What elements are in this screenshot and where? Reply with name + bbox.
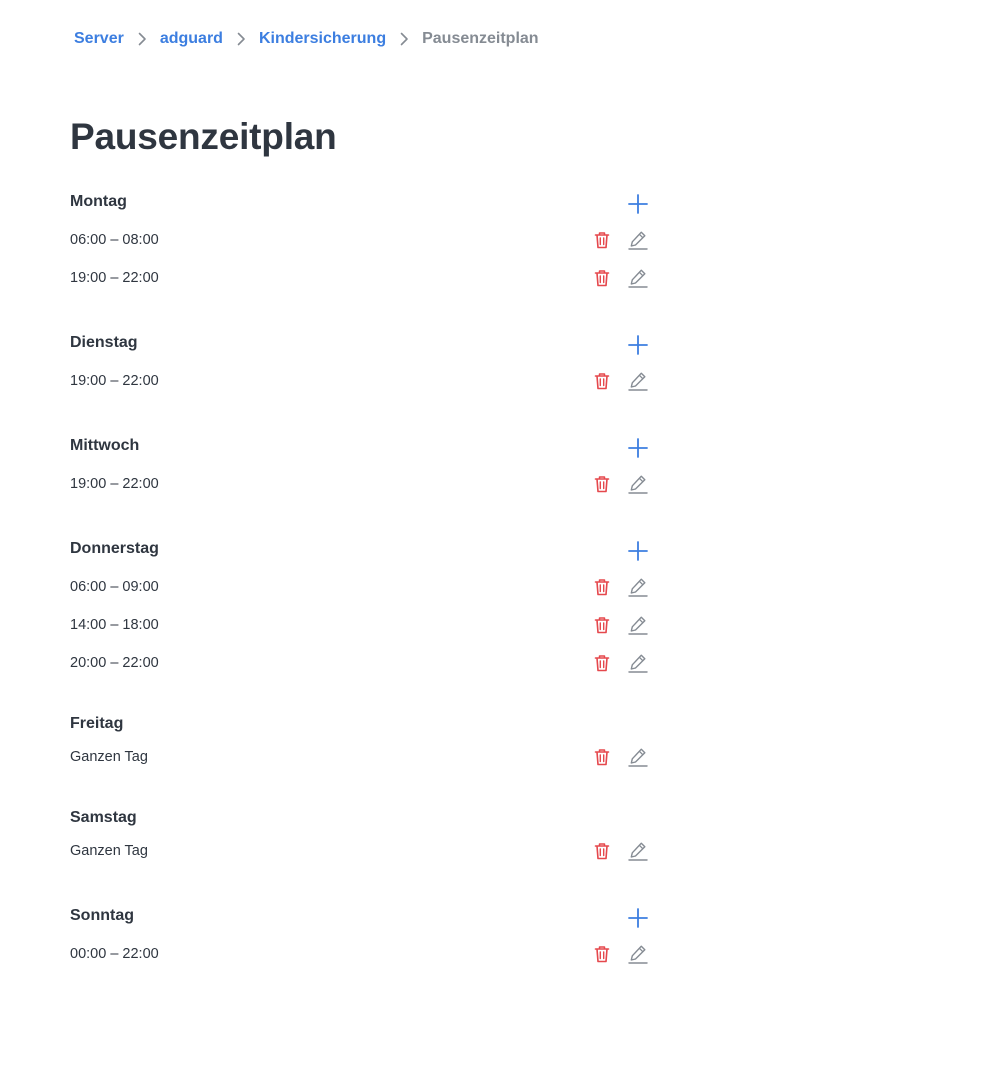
- add-range-button[interactable]: [626, 436, 650, 460]
- pencil-icon: [628, 653, 648, 673]
- time-range-row: [70, 259, 650, 297]
- trash-icon: [594, 578, 610, 596]
- delete-range-button[interactable]: [592, 651, 612, 675]
- day-header: [70, 531, 650, 568]
- chevron-right-icon: [124, 32, 160, 46]
- trash-icon: [594, 654, 610, 672]
- time-range-label: 19:00 – 22:00: [70, 373, 159, 389]
- time-range-label: 20:00 – 22:00: [70, 655, 159, 671]
- day-header: [70, 898, 650, 935]
- time-range-row: [70, 832, 650, 870]
- pencil-icon: [628, 371, 648, 391]
- day-sonntag: [70, 898, 650, 973]
- breadcrumb-item-kindersicherung[interactable]: Kindersicherung: [258, 30, 387, 47]
- edit-range-button[interactable]: [627, 266, 649, 290]
- edit-range-button[interactable]: [627, 651, 649, 675]
- delete-range-button[interactable]: [592, 472, 612, 496]
- edit-range-button[interactable]: [627, 745, 649, 769]
- delete-range-button[interactable]: [592, 839, 612, 863]
- trash-icon: [594, 842, 610, 860]
- day-header: [70, 184, 650, 221]
- delete-range-button[interactable]: [592, 942, 612, 966]
- edit-range-button[interactable]: [627, 575, 649, 599]
- pencil-icon: [628, 615, 648, 635]
- day-name: Donnerstag: [70, 540, 159, 557]
- plus-icon: [627, 437, 649, 459]
- plus-icon: [627, 540, 649, 562]
- edit-range-button[interactable]: [627, 839, 649, 863]
- day-header: [70, 428, 650, 465]
- time-range-row: [70, 738, 650, 776]
- trash-icon: [594, 945, 610, 963]
- day-name: Mittwoch: [70, 437, 140, 454]
- plus-icon: [627, 334, 649, 356]
- time-range-label: 14:00 – 18:00: [70, 617, 159, 633]
- trash-icon: [594, 748, 610, 766]
- day-donnerstag: [70, 531, 650, 682]
- pencil-icon: [628, 577, 648, 597]
- add-range-button[interactable]: [626, 539, 650, 563]
- page-title: Pausenzeitplan: [70, 116, 337, 157]
- day-name: Freitag: [70, 715, 124, 732]
- breadcrumb-item-server[interactable]: Server: [74, 30, 124, 47]
- delete-range-button[interactable]: [592, 369, 612, 393]
- day-name: Sonntag: [70, 907, 134, 924]
- edit-range-button[interactable]: [627, 942, 649, 966]
- time-range-row: [70, 935, 650, 973]
- plus-icon: [627, 907, 649, 929]
- time-range-row: [70, 644, 650, 682]
- add-range-button[interactable]: [626, 906, 650, 930]
- pencil-icon: [628, 268, 648, 288]
- day-header: [70, 800, 650, 832]
- edit-range-button[interactable]: [627, 472, 649, 496]
- time-range-row: [70, 465, 650, 503]
- day-mittwoch: [70, 428, 650, 503]
- delete-range-button[interactable]: [592, 266, 612, 290]
- pencil-icon: [628, 474, 648, 494]
- day-montag: [70, 184, 650, 297]
- pencil-icon: [628, 944, 648, 964]
- edit-range-button[interactable]: [627, 228, 649, 252]
- time-range-label: Ganzen Tag: [70, 749, 148, 765]
- time-range-row: [70, 221, 650, 259]
- pencil-icon: [628, 747, 648, 767]
- edit-range-button[interactable]: [627, 613, 649, 637]
- chevron-right-icon: [386, 32, 422, 46]
- add-range-button[interactable]: [626, 333, 650, 357]
- day-samstag: [70, 800, 650, 870]
- edit-range-button[interactable]: [627, 369, 649, 393]
- pencil-icon: [628, 841, 648, 861]
- chevron-right-icon: [223, 32, 259, 46]
- time-range-label: 06:00 – 09:00: [70, 579, 159, 595]
- breadcrumb: [74, 29, 539, 49]
- day-dienstag: [70, 325, 650, 400]
- trash-icon: [594, 231, 610, 249]
- time-range-row: [70, 606, 650, 644]
- delete-range-button[interactable]: [592, 613, 612, 637]
- day-header: [70, 325, 650, 362]
- breadcrumb-item-pausenzeitplan: Pausenzeitplan: [422, 30, 539, 47]
- day-name: Montag: [70, 193, 127, 210]
- time-range-label: 19:00 – 22:00: [70, 476, 159, 492]
- time-range-label: 19:00 – 22:00: [70, 270, 159, 286]
- trash-icon: [594, 616, 610, 634]
- time-range-label: Ganzen Tag: [70, 843, 148, 859]
- day-name: Samstag: [70, 809, 137, 826]
- delete-range-button[interactable]: [592, 575, 612, 599]
- add-range-button[interactable]: [626, 192, 650, 216]
- day-header: [70, 706, 650, 738]
- time-range-label: 06:00 – 08:00: [70, 232, 159, 248]
- day-name: Dienstag: [70, 334, 138, 351]
- day-freitag: [70, 706, 650, 776]
- pencil-icon: [628, 230, 648, 250]
- trash-icon: [594, 475, 610, 493]
- trash-icon: [594, 269, 610, 287]
- schedule-list: [70, 184, 650, 973]
- time-range-row: [70, 362, 650, 400]
- delete-range-button[interactable]: [592, 745, 612, 769]
- delete-range-button[interactable]: [592, 228, 612, 252]
- breadcrumb-item-adguard[interactable]: adguard: [159, 30, 223, 47]
- time-range-label: 00:00 – 22:00: [70, 946, 159, 962]
- trash-icon: [594, 372, 610, 390]
- time-range-row: [70, 568, 650, 606]
- plus-icon: [627, 193, 649, 215]
